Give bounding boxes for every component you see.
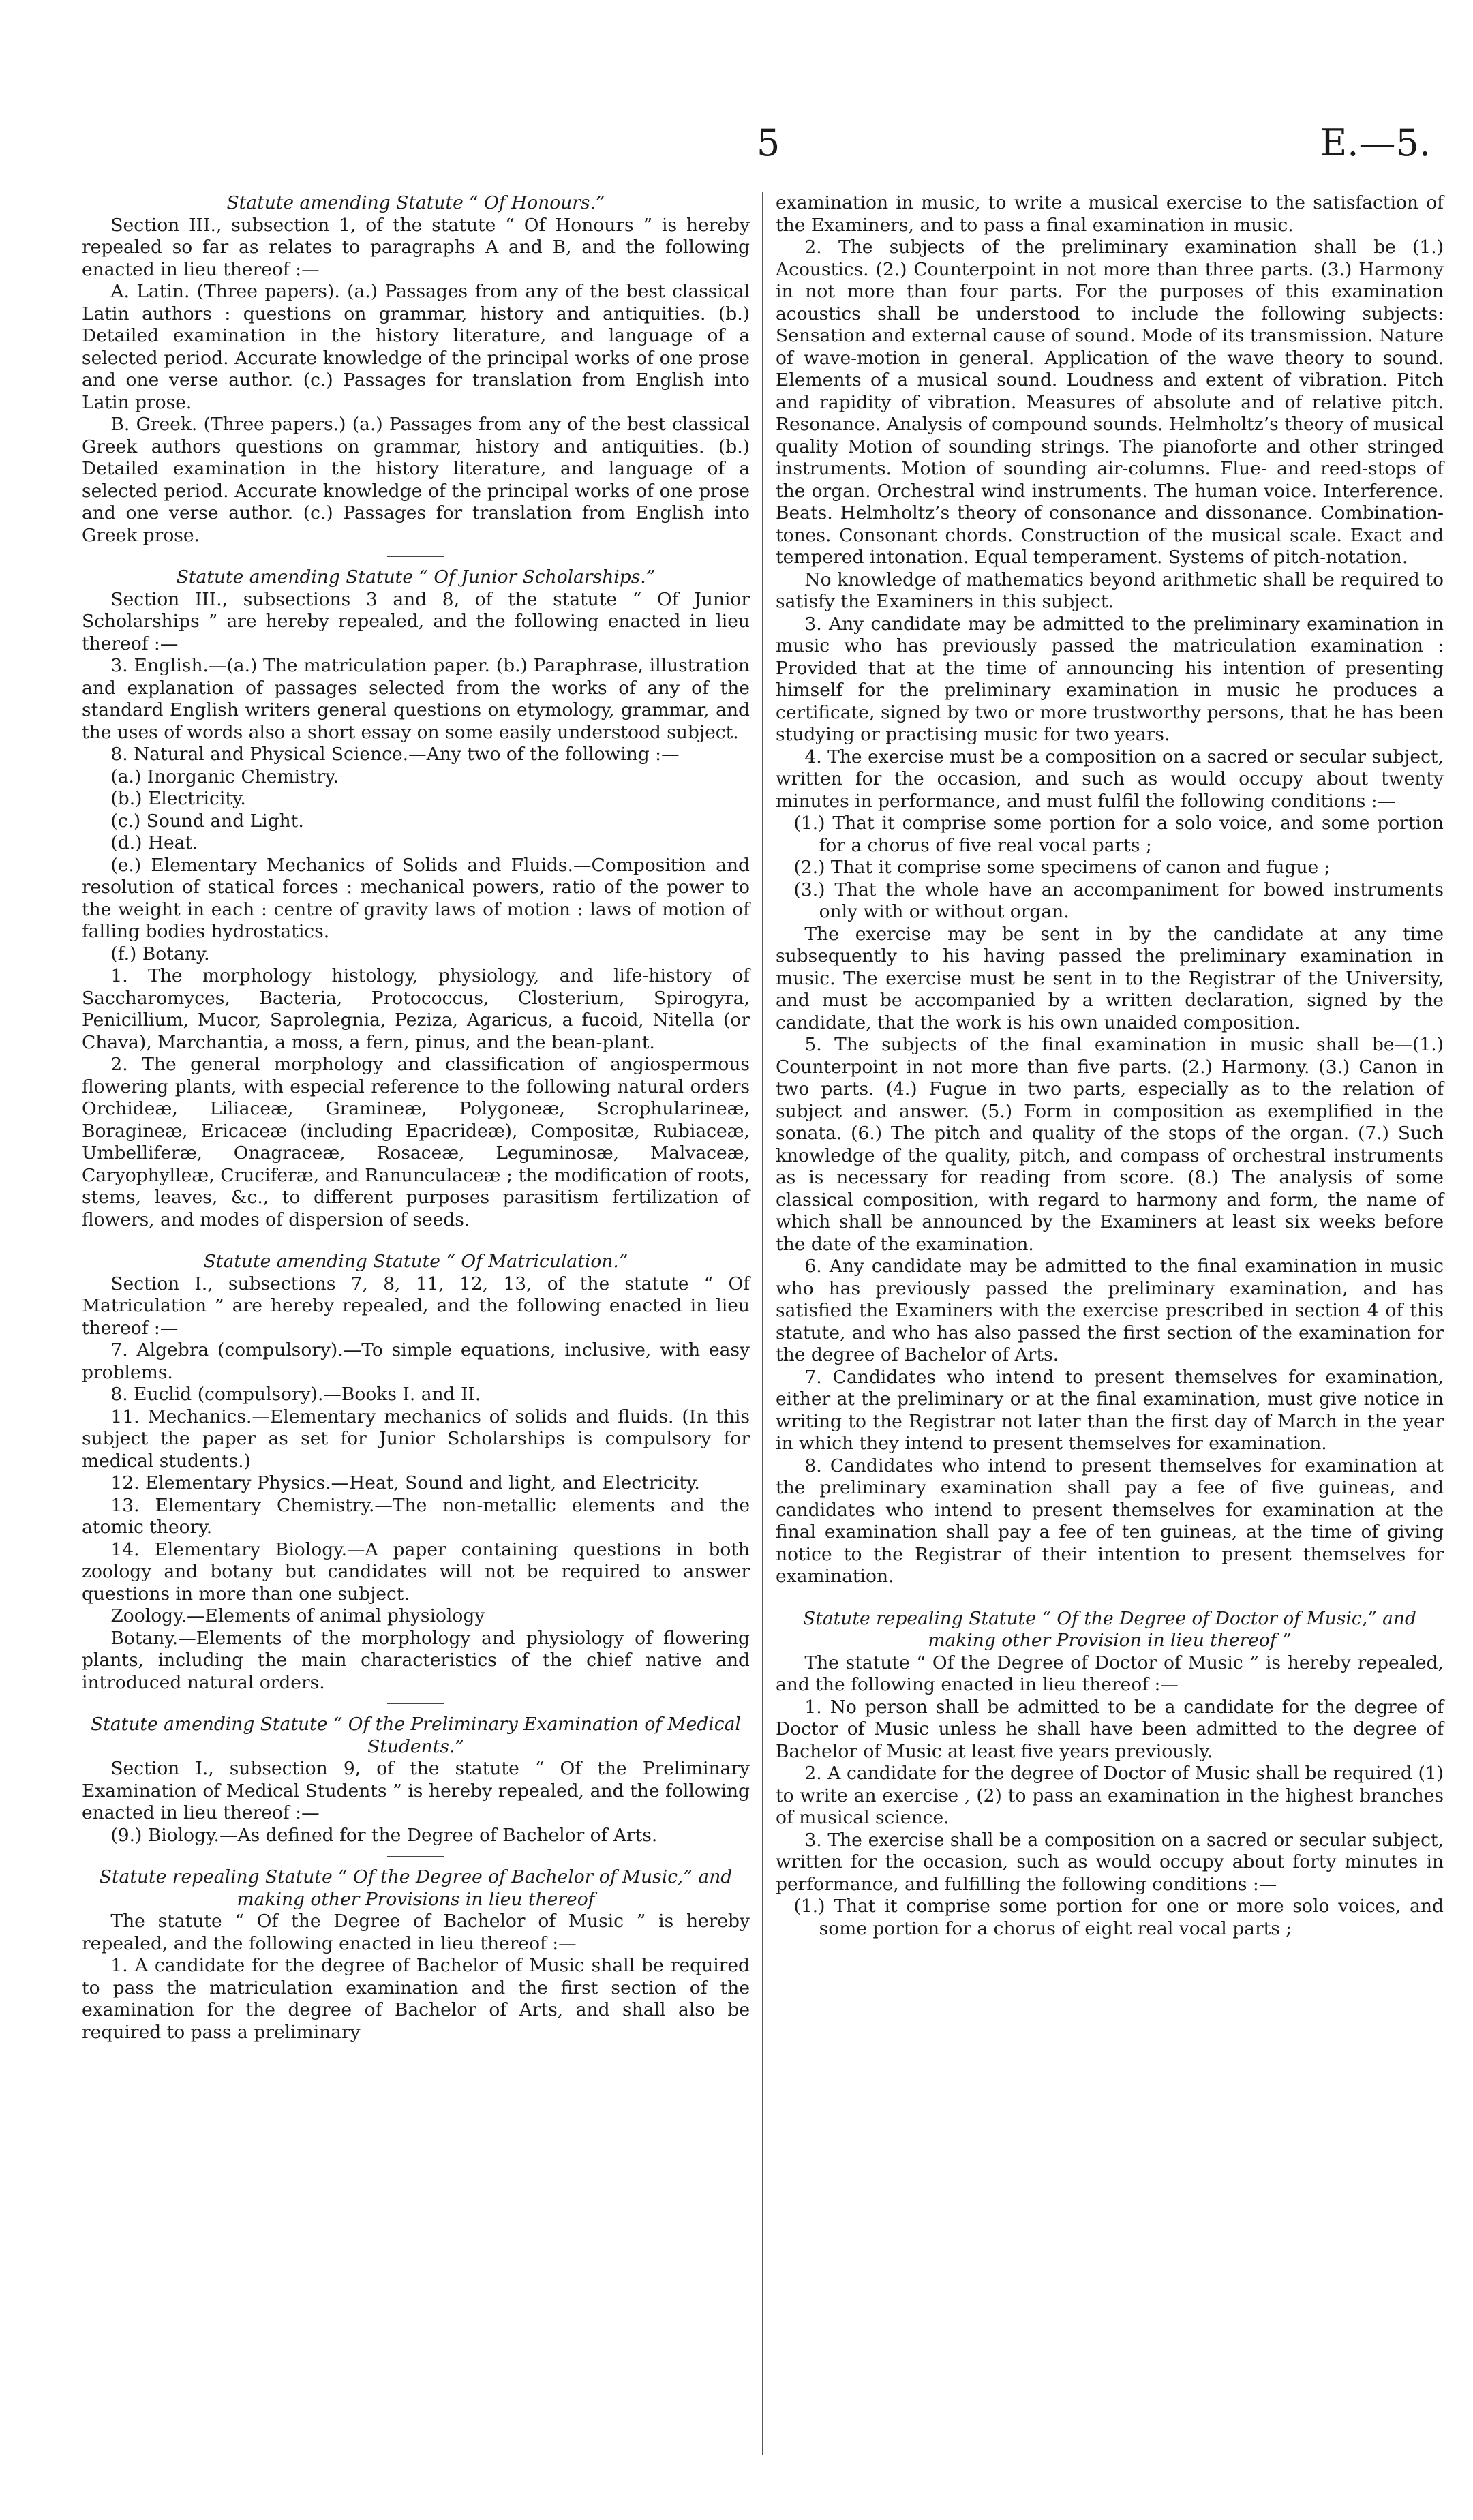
paragraph: (d.) Heat. [110,832,198,853]
paragraph: 7. Candidates who intend to present themselves for examination, either at the preliminary or at the final examination, must give notice in writing to the Registrar not later than the first day of March in the year in which they intend to present themselves for examination. [776,1366,1444,1454]
paragraph: 5. The subjects of the final examination in music shall be—(1.) Counterpoint in not more than five parts. (2.) Harmony. (3.) Canon in two parts. (4.) Fugue in two parts, especially as to the relation of subject and answer. (5.) Form in composition as exemplified in the sonata. (6.) The pitch and quality of the stops of the organ. (7.) Such knowledge of the quality, pitch, and compass of orchestral instruments as is necessary for reading from score. (8.) The analysis of some classical composition, with regard to harmony and form, the name of which shall be announced by the Examiners at least six weeks before the date of the examination. [776,1034,1444,1255]
paragraph: (b.) Electricity. [110,788,246,809]
paragraph: (9.) Biology.—As defined for the Degree of Bachelor of Arts. [110,1824,658,1846]
paragraph: (a.) Inorganic Chemistry. [110,765,339,787]
paragraph: The exercise may be sent in by the candidate at any time subsequently to his having passed the preliminary examination in music. The exercise must be sent in to the Registrar of the University, and must be accompanied by a written declaration, signed by the candidate, that the work is his own unaided composition. [776,923,1444,1033]
statute-heading: Statute repealing Statute “ Of the Degree of Doctor of Music,” and making other Provision in lieu thereof ” [803,1607,1416,1651]
section-separator [387,556,444,557]
paragraph: Section III., subsection 1, of the statute “ Of Honours ” is hereby repealed so far as relates to paragraphs A and B, and the following enacted in lieu thereof :— [82,214,750,280]
condition-item: (2.) That it comprise some specimens of canon and fugue ; [793,857,1331,878]
statute-heading: Statute amending Statute “ Of Matriculation.” [203,1251,628,1272]
paragraph: 3. The exercise shall be a composition on a sacred or secular subject, written for the occasion, such as would occupy about forty minutes in performance, and fulfilling the following conditions :— [776,1829,1444,1895]
page-number: 5 [757,121,780,164]
condition-item: (1.) That it comprise some portion for a solo voice, and some portion for a chorus of five real vocal parts ; [793,813,1444,856]
statute-heading: Statute amending Statute “ Of Honours.” [226,192,605,213]
paragraph: examination in music, to write a musical exercise to the satisfaction of the Examiners, and to pass a final examination in music. [776,192,1444,236]
left-column [82,192,750,2044]
paragraph: The statute “ Of the Degree of Bachelor of Music ” is hereby repealed, and the following enacted in lieu thereof :— [82,1911,750,1954]
statute-heading: Statute amending Statute “ Of the Preliminary Examination of Medical Students.” [91,1714,741,1757]
paragraph: 11. Mechanics.—Elementary mechanics of solids and fluids. (In this subject the paper as set for Junior Scholarships is compulsory for medical students.) [82,1406,750,1472]
paragraph: 12. Elementary Physics.—Heat, Sound and light, and Electricity. [110,1472,700,1493]
paragraph: The statute “ Of the Degree of Doctor of Music ” is hereby repealed, and the following enacted in lieu thereof :— [776,1652,1444,1695]
paragraph: 3. Any candidate may be admitted to the preliminary examination in music who has previously passed the matriculation examination : Provided that at the time of announcing his intention of presenting himself for the preliminary examination in music he produces a certificate, signed by two or more trustworthy persons, that he has been studying or practising music for two years. [776,613,1444,745]
condition-item: (3.) That the whole have an accompaniment for bowed instruments only with or without organ. [793,879,1444,922]
right-column [776,192,1444,1940]
paragraph: Section I., subsection 9, of the statute “ Of the Preliminary Examination of Medical Students ” is hereby repealed, and the following enacted in lieu thereof :— [82,1758,750,1823]
paragraph: No knowledge of mathematics beyond arithmetic shall be required to satisfy the Examiners in this subject. [776,568,1444,612]
section-separator [387,1703,444,1704]
paragraph: 2. The general morphology and classification of angiospermous flowering plants, with especial reference to the following natural orders Orchideæ, Liliaceæ, Gramineæ, Polygoneæ, Scrophularineæ, Boragineæ, Ericaceæ (including Epacrideæ), Compositæ, Rubiaceæ, Umbelliferæ, Onagraceæ, Rosaceæ, Leguminosæ, Malvaceæ, Caryophylleæ, Cruciferæ, and Ranunculaceæ ; the modification of roots, stems, leaves, &c., to different purposes parasitism fertilization of flowers, and modes of dispersion of seeds. [82,1054,750,1230]
paragraph: B. Greek. (Three papers.) (a.) Passages from any of the best classical Greek authors questions on grammar, history and antiquities. (b.) Detailed examination in the history literature, and language of a selected period. Accurate knowledge of the principal works of one prose and one verse author. (c.) Passages for translation from English into Greek prose. [82,414,750,546]
paragraph: 8. Euclid (compulsory).—Books I. and II. [110,1384,481,1405]
paragraph: 1. The morphology histology, physiology, and life-history of Saccharomyces, Bacteria, Protococcus, Closterium, Spirogyra, Penicillium, Mucor, Saprolegnia, Peziza, Agaricus, a fucoid, Nitella (or Chava), Marchantia, a moss, a fern, pinus, and the bean-plant. [82,965,750,1053]
paragraph: 8. Natural and Physical Science.—Any two of the following :— [110,744,680,765]
paragraph: 14. Elementary Biology.—A paper containing questions in both zoology and botany but candidates will not be required to answer questions in more than one subject. [82,1538,750,1605]
column-divider [762,192,763,2455]
paragraph: Section III., subsections 3 and 8, of the statute “ Of Junior Scholarships ” are hereby repealed, and the following enacted in lieu thereof :— [82,588,750,654]
paragraph: 7. Algebra (compulsory).—To simple equations, inclusive, with easy problems. [82,1339,750,1383]
paragraph: 1. No person shall be admitted to be a candidate for the degree of Doctor of Music unless he shall have been admitted to the degree of Bachelor of Music at least five years previously. [776,1696,1444,1762]
paragraph: (f.) Botany. [110,943,210,965]
paragraph: 8. Candidates who intend to present themselves for examination at the preliminary examination shall pay a fee of five guineas, and candidates who intend to present themselves for examination at the final examination shall pay a fee of ten guineas, at the time of giving notice to the Registrar of their intention to present themselves for examination. [776,1455,1444,1587]
document-reference: E.—5. [1320,121,1431,164]
condition-item: (1.) That it comprise some portion for one or more solo voices, and some portion for a chorus of eight real vocal parts ; [793,1896,1444,1939]
statute-heading: Statute amending Statute “ Of Junior Scholarships.” [176,566,656,588]
paragraph: 6. Any candidate may be admitted to the final examination in music who has previously passed the preliminary examination, and has satisfied the Examiners with the exercise prescribed in section 4 of this statute, and who has also passed the first section of the examination for the degree of Bachelor of Arts. [776,1256,1444,1365]
paragraph: A. Latin. (Three papers). (a.) Passages from any of the best classical Latin authors : questions on grammar, history and antiquities. (b.) Detailed examination in the history literature, and language of a selected period. Accurate knowledge of the principal works of one prose and one verse author. (c.) Passages for translation from English into Latin prose. [82,281,750,413]
paragraph: 13. Elementary Chemistry.—The non-metallic elements and the atomic theory. [82,1494,750,1538]
statute-heading: Statute repealing Statute “ Of the Degree of Bachelor of Music,” and making other Provisions in lieu thereof [99,1866,733,1910]
paragraph: Section I., subsections 7, 8, 11, 12, 13, of the statute “ Of Matriculation ” are hereby repealed, and the following enacted in lieu thereof :— [82,1273,750,1339]
paragraph: (c.) Sound and Light. [110,810,304,832]
section-separator [387,1856,444,1857]
paragraph: 2. The subjects of the preliminary examination shall be (1.) Acoustics. (2.) Counterpoint in not more than three parts. (3.) Harmony in not more than four parts. For the purposes of this examination acoustics shall be understood to include the following subjects: Sensation and external cause of sound. Mode of its transmission. Nature of wave-motion in general. Application of the wave theory to sound. Elements of a musical sound. Loudness and extent of vibration. Pitch and rapidity of vibration. Measures of absolute and of relative pitch. Resonance. Analysis of compound sounds. Helmholtz’s theory of musical quality Motion of sounding strings. The pianoforte and other stringed instruments. Motion of sounding air-columns. Flue- and reed-stops of the organ. Orchestral wind instruments. The human voice. Interference. Beats. Helmholtz’s theory of consonance and dissonance. Combination-tones. Consonant chords. Construction of the musical scale. Exact and tempered intonation. Equal temperament. Systems of pitch-notation. [776,237,1444,568]
paragraph: Zoology.—Elements of animal physiology [110,1605,485,1626]
paragraph: 2. A candidate for the degree of Doctor of Music shall be required (1) to write an exercise , (2) to pass an examination in the highest branches of musical science. [776,1763,1444,1828]
paragraph: (e.) Elementary Mechanics of Solids and Fluids.—Composition and resolution of statical forces : mechanical powers, ratio of the power to the weight in each : centre of gravity laws of motion : laws of motion of falling bodies hydrostatics. [82,854,750,942]
paragraph: 4. The exercise must be a composition on a sacred or secular subject, written for the occasion, and such as would occupy about twenty minutes in performance, and must fulfil the following conditions :— [776,746,1444,812]
paragraph: Botany.—Elements of the morphology and physiology of flowering plants, including the main characteristics of the chief native and introduced natural orders. [82,1627,750,1693]
paragraph: 3. English.—(a.) The matriculation paper. (b.) Paraphrase, illustration and explanation of passages selected from the works of any of the standard English writers general questions on etymology, grammar, and the uses of words also a short essay on some easily understood subject. [82,655,750,743]
paragraph: 1. A candidate for the degree of Bachelor of Music shall be required to pass the matriculation examination and the first section of the examination for the degree of Bachelor of Arts, and shall also be required to pass a preliminary [82,1955,750,2043]
